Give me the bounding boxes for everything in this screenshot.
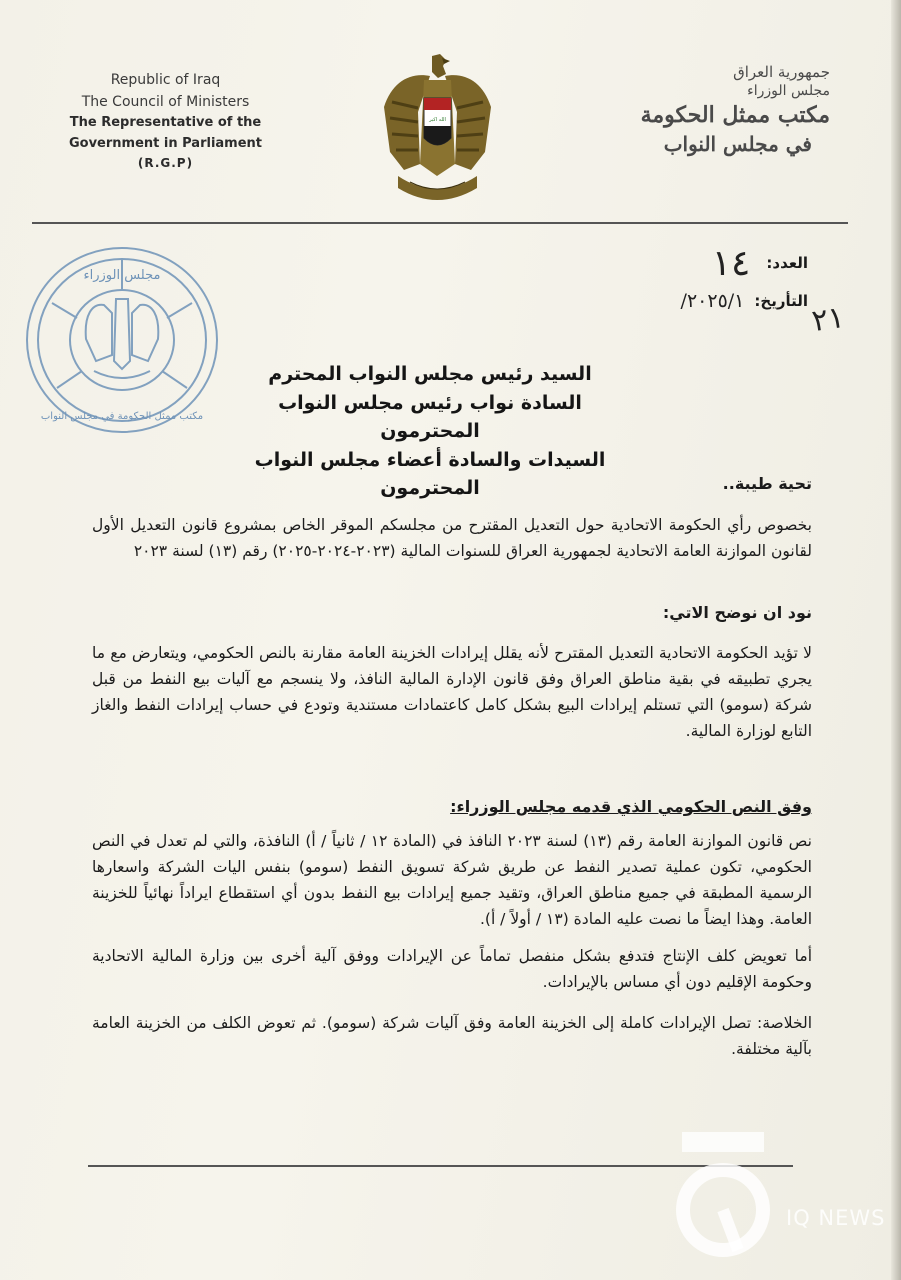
page-edge-shadow xyxy=(891,0,901,1280)
iq-news-logo-icon xyxy=(668,1128,778,1263)
gov-text-heading-label: وفق النص الحكومي الذي قدمه مجلس الوزراء: xyxy=(450,797,812,816)
header-ar-line-1: جمهورية العراق xyxy=(733,63,830,81)
header-en-line-1: Republic of Iraq xyxy=(110,72,221,88)
summary-paragraph: الخلاصة: تصل الإيرادات كاملة إلى الخزينة العامة وفق آليات شركة (سومو). ثم تعوض الكلف من الخزينة العامة بآلية مختلفة. xyxy=(92,1014,812,1058)
header-arabic xyxy=(585,62,830,158)
opinion-paragraph: لا تؤيد الحكومة الاتحادية التعديل المقترح لأنه يقلل إيرادات الخزينة العامة مقارنة بالنص الحكومي، ويتعارض مع ما يجري تطبيقه في بقية مناطق العراق وفق قانون الإدارة المالية النافذ، ولا ينسجم مع آليات بيع النفط من قبل شركة (سومو) التي تستلم إيرادات البيع بشكل كامل كاعتمادات مستندية وتودع في حساب إيرادات النفط والغاز التابع لوزارة المالية. xyxy=(92,644,812,740)
header-ar-line-2: مجلس الوزراء xyxy=(747,83,830,100)
iraq-eagle-emblem-icon xyxy=(380,52,495,204)
header-en-line-5: (R.G.P) xyxy=(137,155,194,170)
header-ar-line-3: مكتب ممثل الحكومة xyxy=(640,102,830,129)
header-divider xyxy=(32,222,848,224)
gov-text-paragraph: نص قانون الموازنة العامة رقم (١٣) لسنة ٢٠٢٣ النافذ في (المادة ١٢ / ثانياً / أ) النافذة، والتي لم تعدل في النص الحكومي، تكون عملية تصدير النفط عن طريق شركة تسويق النفط (سومو) بنفس اليات الشركة واسعارها الرسمية المطبقة في جميع مناطق العراق، وتقيد جميع إيرادات بيع النفط بدون أي استقطاع ايراداً نهائياً للخزينة العامة. وهذا ايضاً ما نصت عليه المادة (١٣ / أولاً / أ). xyxy=(92,832,812,928)
clarify-heading: نود ان نوضح الاتي: xyxy=(662,603,812,622)
addressee-line: السادة نواب رئيس مجلس النواب المحترمون xyxy=(278,391,582,442)
reference-date-day: ٢١ xyxy=(809,299,847,340)
reference-number-label: العدد: xyxy=(766,254,808,272)
reference-number-row xyxy=(681,244,808,282)
header-ar-line-4: في مجلس النواب xyxy=(663,131,812,156)
costs-paragraph: أما تعويض كلف الإنتاج فتدفع بشكل منفصل تماماً عن الإيرادات ووفق آلية أخرى بين وزارة المالية الاتحادية وحكومة الإقليم دون أي مساس بالإيرادات. xyxy=(92,947,812,991)
addressee-line: السيد رئيس مجلس النواب المحترم xyxy=(268,363,592,385)
council-of-ministers-stamp-icon xyxy=(22,243,222,438)
reference-date-value: ٢٠٢٥/١/ xyxy=(680,290,745,312)
header-en-line-2: The Council of Ministers xyxy=(81,93,250,110)
header-english xyxy=(58,70,273,172)
header-en-line-4: Government in Parliament xyxy=(68,135,263,151)
watermark-text: IQ NEWS xyxy=(786,1206,886,1230)
header-en-line-3: The Representative of the xyxy=(69,115,262,131)
subject-paragraph: بخصوص رأي الحكومة الاتحادية حول التعديل المقترح من مجلسكم الموقر الخاص بمشروع قانون التعديل الأول لقانون الموازنة العامة الاتحادية لجمهورية العراق للسنوات المالية (٢٠٢٣-٢٠٢٤-٢٠٢٥) رقم (١٣) لسنة ٢٠٢٣ xyxy=(92,516,812,560)
reference-number-value: ١٤ xyxy=(711,242,751,284)
svg-text:مجلس الوزراء: مجلس الوزراء xyxy=(83,268,161,283)
svg-text:الله اكبر: الله اكبر xyxy=(429,117,446,123)
svg-text:مكتب ممثل الحكومة في مجلس النو: مكتب ممثل الحكومة في مجلس النواب xyxy=(40,411,204,422)
reference-date-row xyxy=(681,282,808,320)
reference-block xyxy=(681,244,808,320)
gov-text-heading xyxy=(92,794,812,820)
reference-date-label: التأريخ: xyxy=(754,292,808,310)
greeting: تحية طيبة.. xyxy=(722,474,812,493)
addressee-line: السيدات والسادة أعضاء مجلس النواب المحترمون xyxy=(254,448,606,499)
